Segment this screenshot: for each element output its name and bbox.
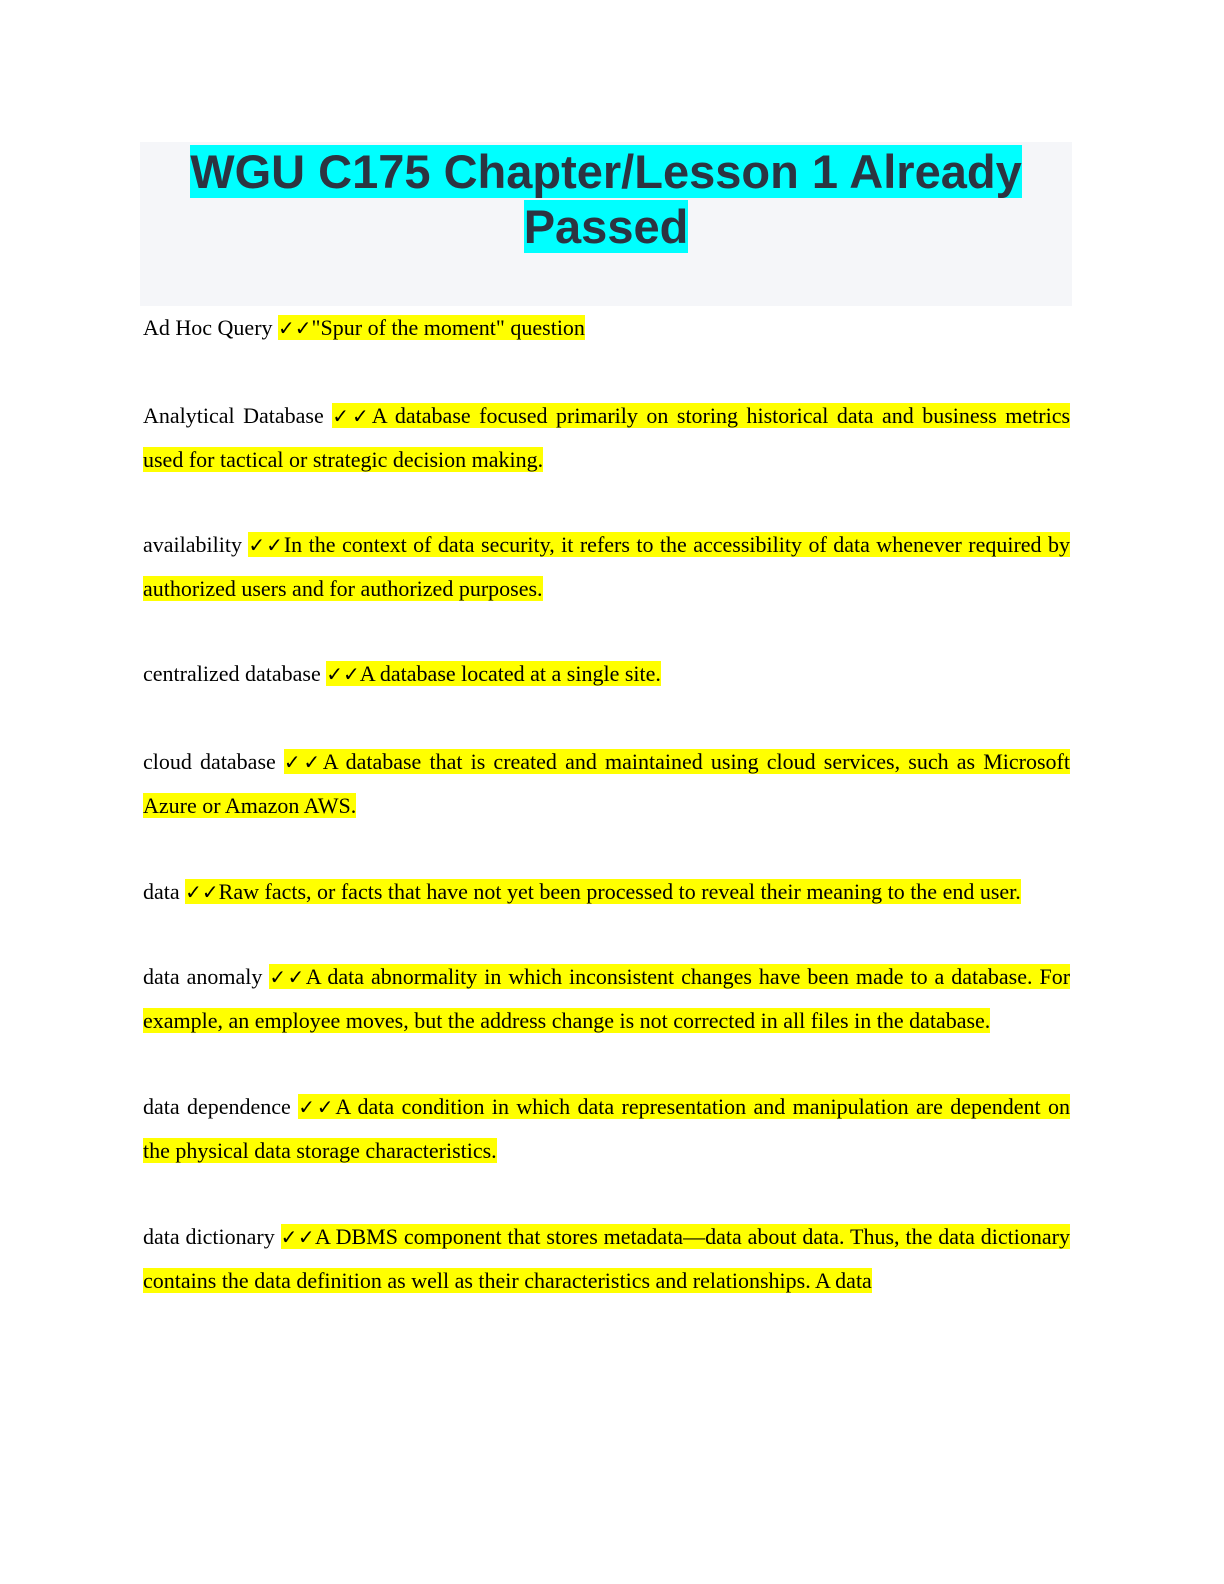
double-check-icon: ✓✓	[332, 404, 372, 428]
term: data dictionary	[143, 1224, 275, 1249]
double-check-icon: ✓✓	[269, 965, 306, 989]
definition: A data abnormality in which inconsistent changes have been made to a database. For example, an employee moves, but the address change is not corrected in all files in the database.	[143, 964, 1071, 1033]
glossary-entry	[143, 1085, 1070, 1173]
definition: A database located at a single site.	[359, 661, 661, 686]
document-title-text: WGU C175 Chapter/Lesson 1 Already Passed	[190, 145, 1022, 253]
double-check-icon: ✓✓	[278, 316, 312, 340]
definition-highlight	[185, 879, 1021, 904]
definition: A database that is created and maintained using cloud services, such as Microsoft Azure or Amazon AWS.	[143, 749, 1070, 818]
term: Ad Hoc Query	[143, 315, 273, 340]
double-check-icon: ✓✓	[283, 750, 323, 774]
document-title	[140, 142, 1072, 254]
term: data	[143, 879, 180, 904]
definition-highlight	[143, 1224, 1070, 1293]
definition-highlight	[278, 315, 585, 340]
definition: "Spur of the moment" question	[311, 315, 585, 340]
term: cloud database	[143, 749, 276, 774]
definition: A database focused primarily on storing historical data and business metrics used for tactical or strategic decision making.	[143, 403, 1071, 472]
definition-highlight	[143, 749, 1070, 818]
definition-highlight	[326, 661, 661, 686]
title-banner	[140, 142, 1072, 306]
definition: A data condition in which data representation and manipulation are dependent on the physical data storage characteristics.	[143, 1094, 1071, 1163]
definition: In the context of data security, it refers to the accessibility of data whenever required by authorized users and for authorized purposes.	[143, 532, 1071, 601]
glossary-list	[143, 306, 1070, 1303]
glossary-entry	[143, 1215, 1070, 1303]
double-check-icon: ✓✓	[326, 662, 360, 686]
glossary-entry	[143, 306, 1070, 350]
term: data dependence	[143, 1094, 291, 1119]
term: availability	[143, 532, 242, 557]
term: Analytical Database	[143, 403, 324, 428]
definition: A DBMS component that stores metadata—data about data. Thus, the data dictionary contains the data definition as well as their characteristics and relationships. A data	[143, 1224, 1071, 1293]
double-check-icon: ✓✓	[280, 1225, 316, 1249]
glossary-entry	[143, 740, 1070, 828]
definition: Raw facts, or facts that have not yet been processed to reveal their meaning to the end user.	[218, 879, 1021, 904]
definition-highlight	[143, 964, 1070, 1033]
glossary-entry	[143, 394, 1070, 482]
glossary-entry	[143, 652, 1070, 696]
double-check-icon: ✓✓	[298, 1095, 336, 1119]
glossary-entry	[143, 870, 1070, 914]
double-check-icon: ✓✓	[185, 880, 219, 904]
term: centralized database	[143, 661, 321, 686]
definition-highlight	[143, 532, 1070, 601]
glossary-entry	[143, 523, 1070, 611]
term: data anomaly	[143, 964, 263, 989]
glossary-entry	[143, 955, 1070, 1043]
double-check-icon: ✓✓	[248, 533, 284, 557]
